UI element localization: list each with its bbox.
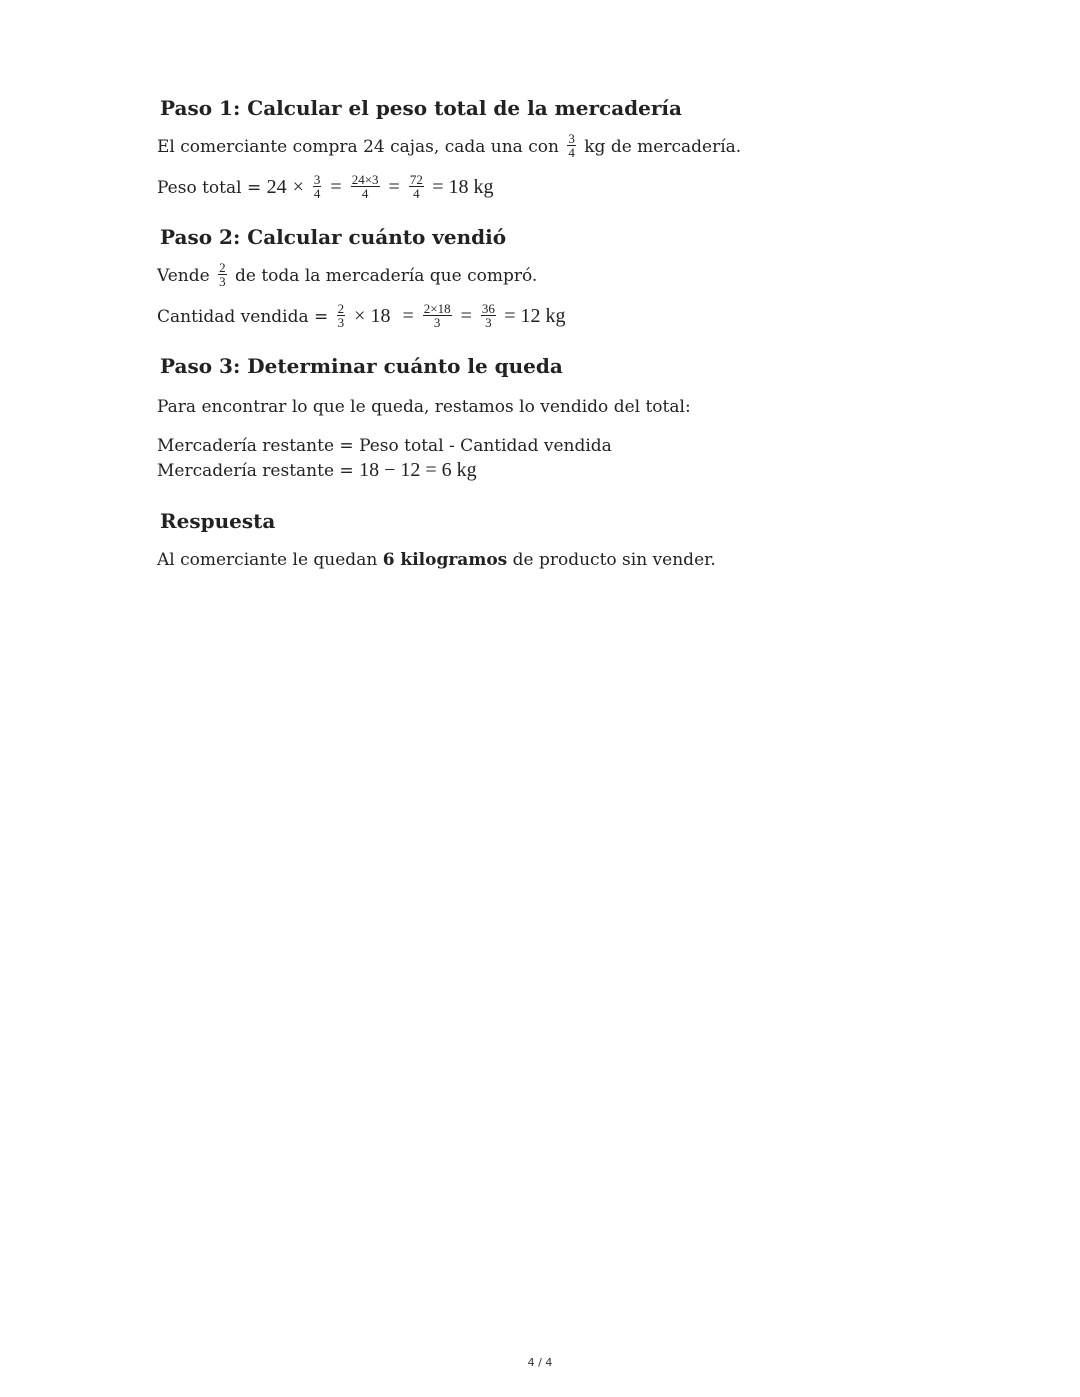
step2-text — [157, 260, 957, 289]
step1-heading: Paso 1: Calcular el peso total de la mercadería — [160, 96, 682, 120]
step1-text-a: El comerciante compra 24 cajas, cada una con — [157, 137, 559, 157]
fraction: $\frac{2}{3}$ — [219, 260, 226, 289]
equation-label: Cantidad vendida = — [157, 307, 329, 327]
step2-text-a: Vende — [157, 266, 210, 286]
fraction: $\frac{3}{4}$ — [313, 172, 321, 201]
answer-value: 6 kilogramos — [382, 550, 508, 570]
page-number: 4 / 4 — [527, 1356, 553, 1369]
step2-text-b: de toda la mercadería que compró. — [234, 266, 538, 286]
fraction: $\frac{2\times 18}{3}$ — [423, 301, 451, 330]
step3-text: Para encontrar lo que le queda, restamos lo vendido del total: — [157, 397, 691, 417]
answer-heading: Respuesta — [160, 509, 276, 533]
step1-text — [157, 131, 957, 160]
equation-result: = 12 kg — [504, 305, 566, 327]
equation-label: Peso total = — [157, 178, 262, 198]
step1-equation: Peso total = 24 × $\frac{3}{4}$ = $\frac{24\times 3}{4}$ = $\frac{72}{4}$ = 18 kg — [157, 172, 494, 201]
fraction: $\frac{36}{3}$ — [481, 301, 495, 330]
step3-line2 — [157, 458, 957, 483]
step3-line1: Mercadería restante = Peso total - Cantidad vendida — [157, 436, 612, 456]
step2-equation: Cantidad vendida = $\frac{2}{3}$ × 18 = $\frac{2\times 18}{3}$ = $\frac{36}{3}$ = 12 kg — [157, 301, 566, 330]
fraction: $\frac{72}{4}$ — [409, 172, 423, 201]
equation-label: Mercadería restante = — [157, 461, 354, 481]
fraction: $\frac{2}{3}$ — [337, 301, 345, 330]
fraction: $\frac{3}{4}$ — [568, 131, 575, 160]
step3-heading: Paso 3: Determinar cuánto le queda — [160, 354, 563, 378]
answer-text: Al comerciante le quedan 6 kilogramos de producto sin vender. — [157, 550, 716, 570]
equation-result: = 18 kg — [432, 176, 494, 198]
document-body — [157, 92, 957, 573]
equation-result: 18 − 12 = 6 kg — [359, 459, 477, 481]
fraction: $\frac{24\times 3}{4}$ — [351, 172, 379, 201]
step2-heading: Paso 2: Calcular cuánto vendió — [160, 225, 507, 249]
step1-text-b: kg de mercadería. — [584, 137, 742, 157]
